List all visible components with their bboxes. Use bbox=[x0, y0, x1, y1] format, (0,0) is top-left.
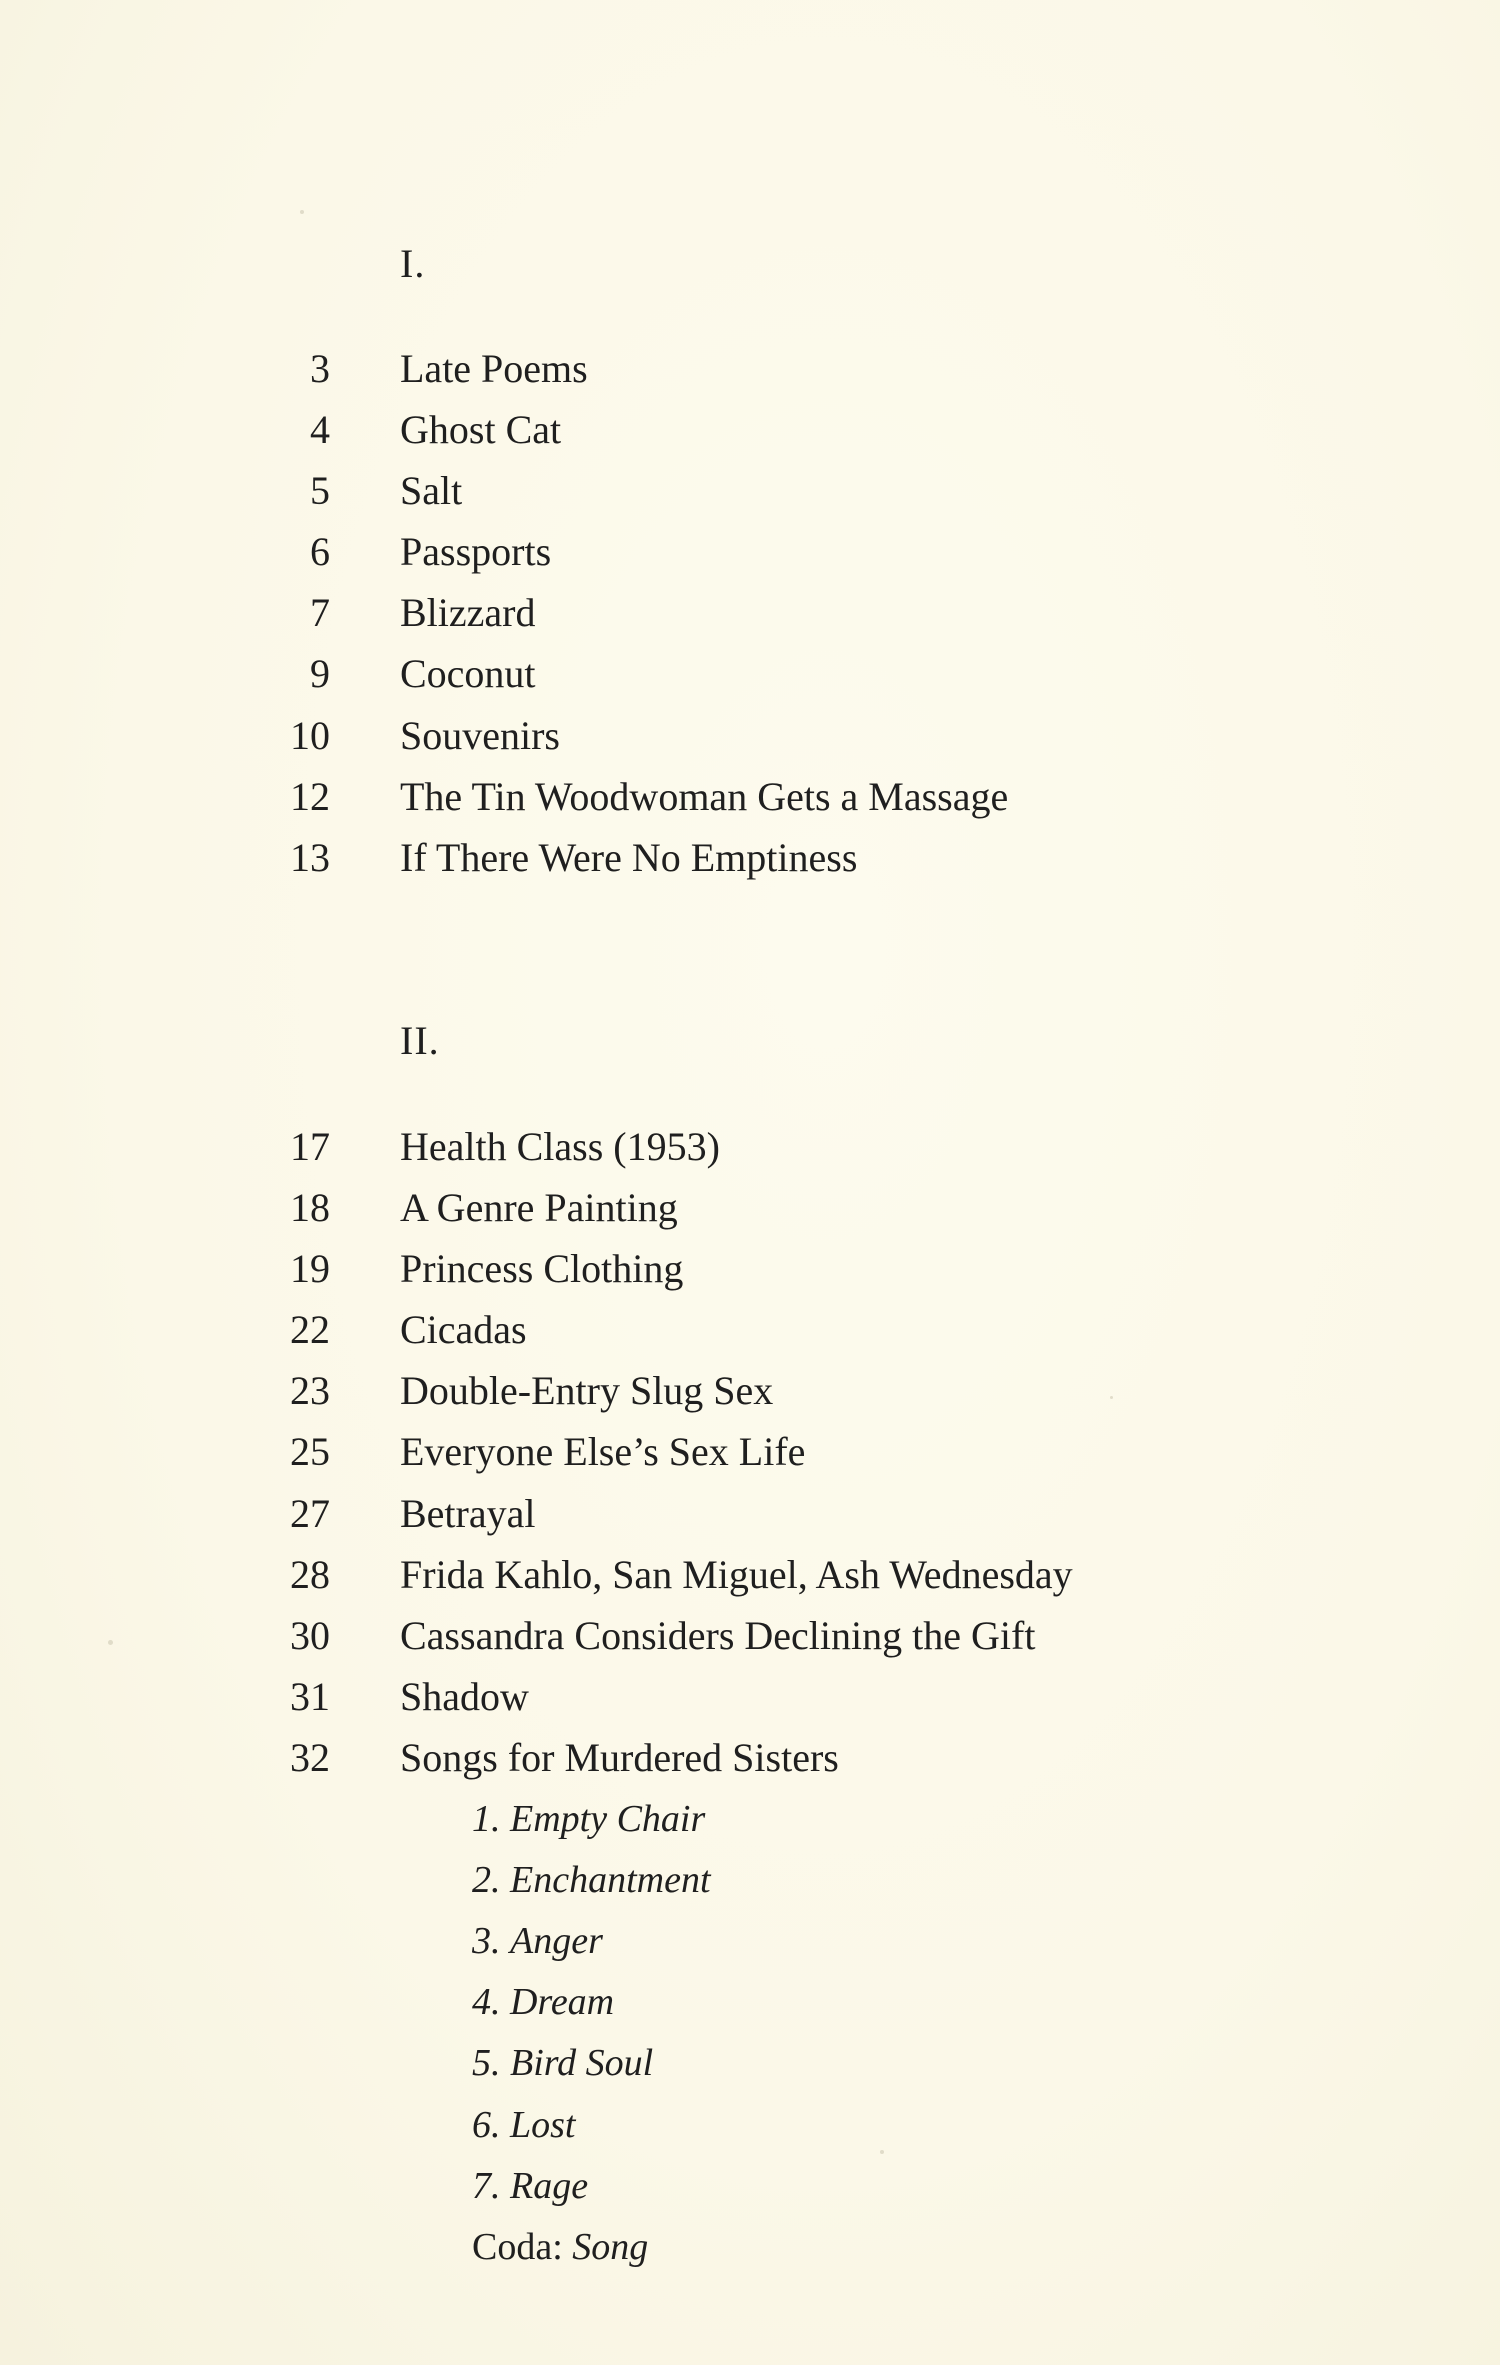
subentry-title: Bird Soul bbox=[510, 2042, 654, 2085]
page-number: 12 bbox=[290, 773, 330, 819]
poem-title: Souvenirs bbox=[400, 712, 560, 758]
toc-entry bbox=[0, 1490, 1500, 1551]
toc-entry bbox=[0, 345, 1500, 406]
toc-entry bbox=[0, 528, 1500, 589]
toc-entry bbox=[0, 406, 1500, 467]
subentry-number: 3. bbox=[472, 1920, 501, 1963]
toc-entry bbox=[0, 1612, 1500, 1673]
toc-subentry bbox=[0, 1917, 1500, 1978]
page-number: 6 bbox=[310, 529, 330, 575]
toc-entry bbox=[0, 650, 1500, 711]
subentry-text bbox=[472, 2039, 653, 2087]
poem-title: Shadow bbox=[400, 1673, 529, 1719]
subentry-number: 4. bbox=[472, 1981, 501, 2024]
subentry-text bbox=[472, 1917, 603, 1965]
toc-entry bbox=[0, 834, 1500, 895]
subentry-text bbox=[472, 1795, 705, 1843]
toc-entry bbox=[0, 773, 1500, 834]
toc-entry bbox=[0, 589, 1500, 650]
page-number: 10 bbox=[290, 712, 330, 758]
subentry-text bbox=[472, 1978, 614, 2026]
page-number: 13 bbox=[290, 834, 330, 880]
toc-entry bbox=[0, 1123, 1500, 1184]
page-number: 28 bbox=[290, 1551, 330, 1597]
toc-entry bbox=[0, 1306, 1500, 1367]
subentry-number: 1. bbox=[472, 1798, 501, 1841]
toc-coda bbox=[0, 2223, 1500, 2284]
toc-entry bbox=[0, 1551, 1500, 1612]
page-number: 3 bbox=[310, 346, 330, 391]
coda-prefix: Coda: bbox=[472, 2225, 563, 2268]
poem-title: Health Class (1953) bbox=[400, 1124, 720, 1169]
poem-title: Late Poems bbox=[400, 346, 588, 391]
page-number: 17 bbox=[290, 1124, 330, 1169]
page-number: 7 bbox=[310, 590, 330, 636]
poem-title: Ghost Cat bbox=[400, 407, 562, 453]
poem-title: A Genre Painting bbox=[400, 1185, 678, 1231]
poem-title: Coconut bbox=[400, 651, 536, 697]
coda-title: Song bbox=[572, 2225, 649, 2268]
page-number: 23 bbox=[290, 1368, 330, 1414]
subentry-title: Lost bbox=[510, 2103, 576, 2146]
toc-entry bbox=[0, 1245, 1500, 1306]
subentry-title: Dream bbox=[510, 1981, 615, 2024]
page-number: 27 bbox=[290, 1490, 330, 1536]
toc-subentry bbox=[0, 1978, 1500, 2039]
poem-title: Double-Entry Slug Sex bbox=[400, 1368, 774, 1414]
subentry-text bbox=[472, 2162, 588, 2210]
subentry-number: 6. bbox=[472, 2103, 501, 2146]
toc-entry bbox=[0, 1367, 1500, 1428]
toc-subentry bbox=[0, 1795, 1500, 1856]
subentry-text bbox=[472, 2101, 575, 2149]
page-number: 31 bbox=[290, 1673, 330, 1719]
toc-entry bbox=[0, 712, 1500, 773]
toc-entry bbox=[0, 1673, 1500, 1734]
subentry-number: 2. bbox=[472, 1859, 501, 1902]
page-number: 18 bbox=[290, 1185, 330, 1231]
poem-title: Cicadas bbox=[400, 1307, 527, 1353]
poem-title: Frida Kahlo, San Miguel, Ash Wednesday bbox=[400, 1551, 1073, 1597]
toc-entry bbox=[0, 467, 1500, 528]
toc-subentry bbox=[0, 2162, 1500, 2223]
subentry-text bbox=[472, 1856, 711, 1904]
poem-title: Blizzard bbox=[400, 590, 536, 636]
page-number: 19 bbox=[290, 1246, 330, 1292]
page-number: 5 bbox=[310, 468, 330, 514]
poem-title: Princess Clothing bbox=[400, 1246, 684, 1292]
toc-subentry bbox=[0, 2101, 1500, 2162]
subentry-title: Enchantment bbox=[510, 1859, 711, 1902]
subentry-title: Rage bbox=[510, 2164, 589, 2207]
poem-title: If There Were No Emptiness bbox=[400, 834, 858, 880]
toc-entry bbox=[0, 1184, 1500, 1245]
page-number: 9 bbox=[310, 651, 330, 697]
poem-title: The Tin Woodwoman Gets a Massage bbox=[400, 773, 1009, 819]
poem-title: Passports bbox=[400, 529, 552, 575]
poem-title: Cassandra Considers Declining the Gift bbox=[400, 1612, 1036, 1658]
paper-speck bbox=[300, 210, 304, 214]
page-number: 32 bbox=[290, 1734, 330, 1780]
poem-title: Songs for Murdered Sisters bbox=[400, 1734, 839, 1780]
poem-title: Everyone Else’s Sex Life bbox=[400, 1429, 806, 1475]
page-number: 30 bbox=[290, 1612, 330, 1658]
coda-text bbox=[472, 2223, 648, 2271]
page-number: 22 bbox=[290, 1307, 330, 1353]
poem-title: Salt bbox=[400, 468, 463, 514]
poem-title: Betrayal bbox=[400, 1490, 536, 1536]
section-heading-1: I. bbox=[400, 241, 426, 286]
toc-entry bbox=[0, 1428, 1500, 1489]
subentry-title: Anger bbox=[510, 1920, 603, 1963]
toc-subentry bbox=[0, 2039, 1500, 2100]
section-heading-2: II. bbox=[400, 1018, 440, 1063]
subentry-number: 5. bbox=[472, 2042, 501, 2085]
page-number: 4 bbox=[310, 407, 330, 453]
toc-section-2 bbox=[0, 1123, 1500, 2284]
subentry-number: 7. bbox=[472, 2164, 501, 2207]
page-number: 25 bbox=[290, 1429, 330, 1475]
subentry-title: Empty Chair bbox=[510, 1798, 706, 1841]
toc-section-1 bbox=[0, 345, 1500, 895]
toc-subentry bbox=[0, 1856, 1500, 1917]
toc-entry bbox=[0, 1734, 1500, 1795]
